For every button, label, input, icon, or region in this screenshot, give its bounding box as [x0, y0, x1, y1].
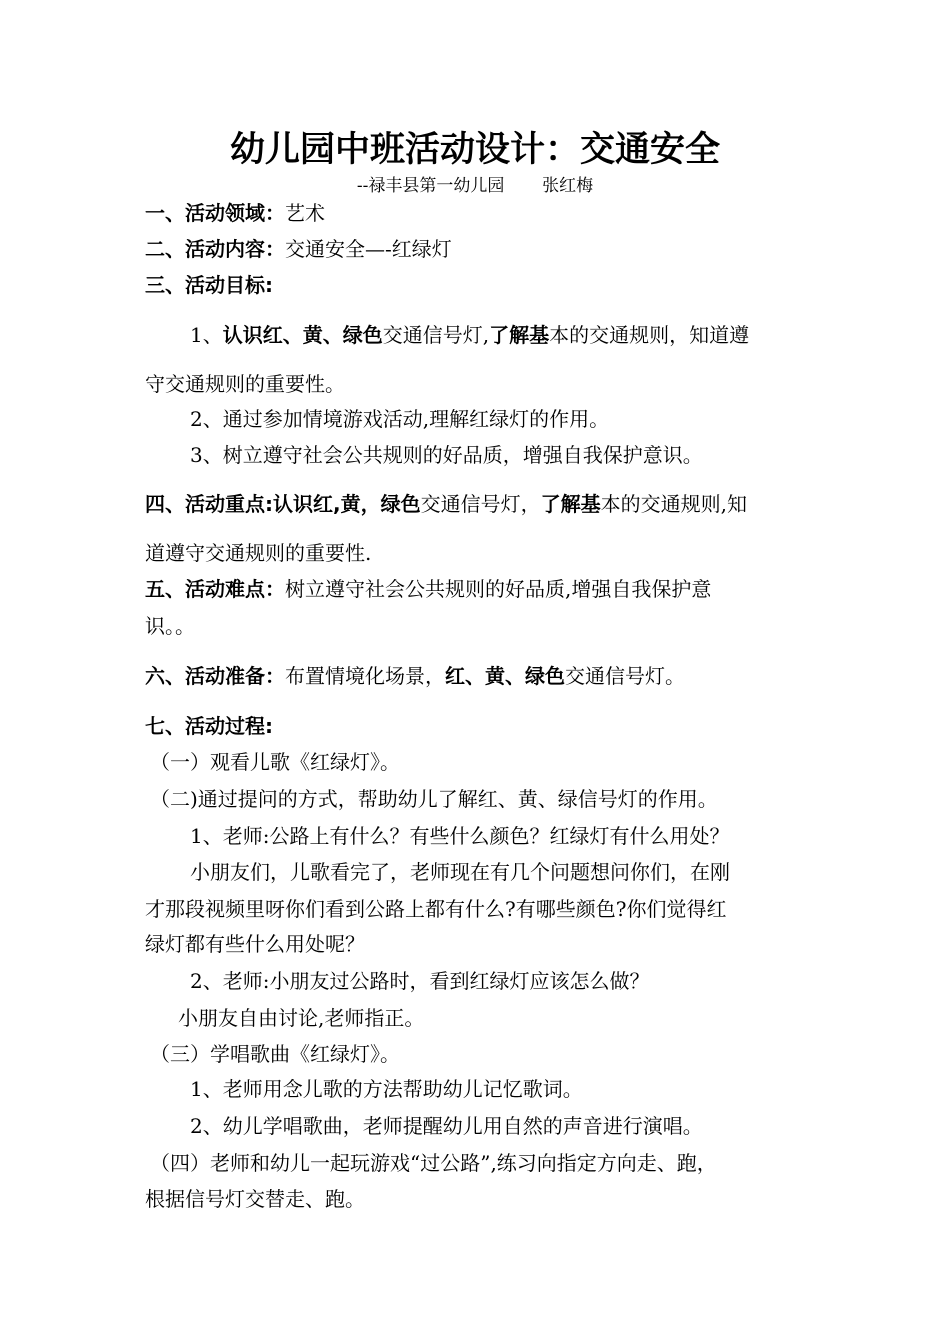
author-name: 张红梅 [542, 176, 594, 196]
section-key-points-cont: 道遵守交通规则的重要性. [145, 541, 372, 565]
goal-2: 2、通过参加情境游戏活动,理解红绿灯的作用。 [190, 407, 610, 431]
process-talk-3: 绿灯都有些什么用处呢？ [145, 932, 365, 956]
goal-1-cont: 守交通规则的重要性。 [145, 372, 345, 396]
goal-1: 1、认识红、黄、绿色交通信号灯,了解基本的交通规则，知道遵 [190, 323, 750, 347]
process-step-2: （二)通过提问的方式，帮助幼儿了解红、黄、绿信号灯的作用。 [150, 787, 718, 811]
section-preparation: 六、活动准备：布置情境化场景，红、黄、绿色交通信号灯。 [145, 664, 685, 688]
section-content [145, 235, 810, 263]
process-step-2-1: 1、老师:公路上有什么？有些什么颜色？红绿灯有什么用处？ [190, 824, 730, 848]
goal-3: 3、树立遵守社会公共规则的好品质，增强自我保护意识。 [190, 443, 703, 467]
section-label: 二、活动内容： [145, 237, 285, 261]
section-text: 艺术 [285, 201, 325, 225]
section-label: 一、活动领域： [145, 201, 285, 225]
process-talk-1: 小朋友们，儿歌看完了，老师现在有几个问题想问你们，在刚 [190, 860, 730, 884]
process-talk-2: 才那段视频里呀你们看到公路上都有什么?有哪些颜色?你们觉得红 [145, 897, 727, 921]
section-goals [145, 271, 810, 299]
process-step-2-2: 2、老师:小朋友过公路时，看到红绿灯应该怎么做？ [190, 969, 650, 993]
process-step-3: （三）学唱歌曲《红绿灯》。 [150, 1042, 400, 1066]
section-difficulties: 五、活动难点：树立遵守社会公共规则的好品质,增强自我保护意 [145, 577, 712, 601]
process-step-3-2: 2、幼儿学唱歌曲，老师提醒幼儿用自然的声音进行演唱。 [190, 1114, 703, 1138]
section-process: 七、活动过程: [145, 714, 273, 738]
section-text: 交通安全—-红绿灯 [285, 237, 452, 261]
school-name: --禄丰县第一幼儿园 [356, 176, 505, 196]
document-subtitle [0, 175, 950, 197]
process-step-4-cont: 根据信号灯交替走、跑。 [145, 1187, 365, 1211]
section-domain [145, 199, 810, 227]
process-step-2-2b: 小朋友自由讨论,老师指正。 [178, 1006, 425, 1030]
process-step-3-1: 1、老师用念儿歌的方法帮助幼儿记忆歌词。 [190, 1077, 583, 1101]
process-step-1: （一）观看儿歌《红绿灯》。 [150, 750, 400, 774]
section-difficulties-cont: 识。。 [145, 614, 195, 638]
section-label: 三、活动目标: [145, 273, 273, 297]
section-key-points: 四、活动重点:认识红,黄，绿色交通信号灯，了解基本的交通规则,知 [145, 492, 747, 516]
process-step-4: （四）老师和幼儿一起玩游戏“过公路”,练习向指定方向走、跑， [150, 1151, 717, 1175]
document-title: 幼儿园中班活动设计：交通安全 [229, 130, 720, 170]
